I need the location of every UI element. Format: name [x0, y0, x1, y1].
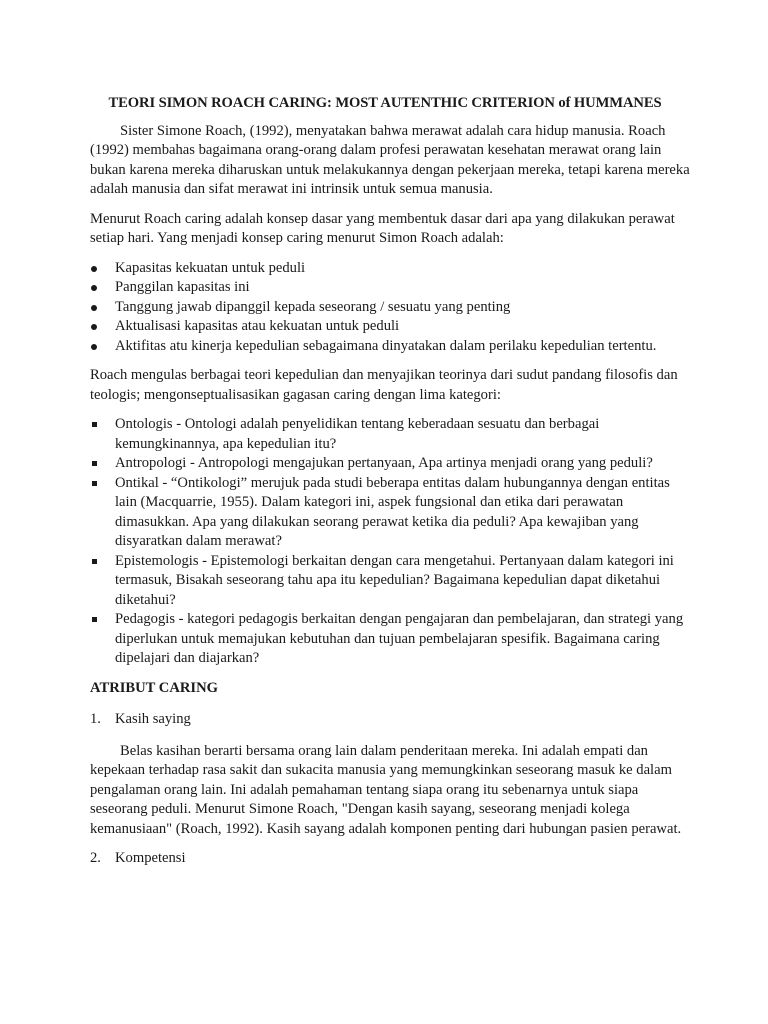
section-heading: ATRIBUT CARING — [90, 679, 218, 696]
concept-list-item — [90, 278, 690, 298]
numbered-item-2 — [90, 849, 690, 869]
category-text: Ontikal - “Ontikologi” merujuk pada studi beberapa entitas dalam hubungannya dengan entitas lain (Macquarrie, 1955). Dalam kategori ini, aspek fungsional dan etika dari perawatan dimasukkan. Apa yang dilakukan seorang perawat ketika dia peduli? Apa kewajiban yang disyaratkan dalam merawat? — [115, 474, 670, 549]
category-list-item — [90, 474, 690, 552]
category-list-item — [90, 415, 690, 454]
intro-paragraph: Sister Simone Roach, (1992), menyatakan bahwa merawat adalah cara hidup manusia. Roach (1992) membahas bagaimana orang-orang dalam profesi perawatan kesehatan merawat orang lain bukan karena mereka diharuskan untuk melakukannya dengan pekerjaan mereka, tetapi karena mereka adalah manusia dan sifat merawat ini intrinsik untuk semua manusia. — [90, 122, 690, 197]
concept-list-item — [90, 317, 690, 337]
concept-list-item — [90, 259, 690, 279]
item-number: 1. — [90, 711, 101, 727]
category-text: Antropologi - Antropologi mengajukan pertanyaan, Apa artinya menjadi orang yang peduli? — [115, 455, 653, 471]
item-number: 2. — [90, 850, 101, 866]
category-list-item — [90, 454, 690, 474]
category-list — [90, 415, 690, 669]
category-text: Pedagogis - kategori pedagogis berkaitan dengan pengajaran dan pembelajaran, dan strategi yang diperlukan untuk memajukan kebutuhan dan tujuan pembelajaran spesifik. Bagaimana caring dipelajari dan diajarkan? — [115, 611, 684, 666]
concept-intro-paragraph: Menurut Roach caring adalah konsep dasar yang membentuk dasar dari apa yang dilakukan perawat setiap hari. Yang menjadi konsep caring menurut Simon Roach adalah: — [90, 210, 675, 246]
compassion-paragraph: Belas kasihan berarti bersama orang lain dalam penderitaan mereka. Ini adalah empati dan kepekaan terhadap rasa sakit dan sukacita manusia yang memungkinkan seseorang masuk ke dalam pengalaman orang lain. Ini adalah pemahaman tentang siapa orang itu sebenarnya untuk siapa seseorang peduli. Menurut Simone Roach, "Dengan kasih sayang, seseorang menjadi kolega kemanusiaan" (Roach, 1992). Kasih sayang adalah komponen penting dari hubungan pasien perawat. — [90, 742, 682, 837]
concept-list-item — [90, 298, 690, 318]
concept-list — [90, 259, 690, 357]
document-title: TEORI SIMON ROACH CARING: MOST AUTENTHIC CRITERION of HUMMANES — [108, 95, 662, 111]
category-list-item — [90, 552, 690, 611]
concept-text: Aktifitas atu kinerja kepedulian sebagaimana dinyatakan dalam perilaku kepedulian tertentu. — [115, 337, 657, 354]
item-label: Kompetensi — [115, 850, 186, 866]
concept-text: Panggilan kapasitas ini — [115, 279, 250, 295]
item-label: Kasih saying — [115, 711, 191, 727]
category-list-item — [90, 610, 690, 669]
concept-text: Aktualisasi kapasitas atau kekuatan untuk peduli — [115, 318, 400, 334]
categories-intro-paragraph: Roach mengulas berbagai teori kepedulian dan menyajikan teorinya dari sudut pandang filosofis dan teologis; mengonseptualisasikan gagasan caring dengan lima kategori: — [90, 367, 678, 403]
category-text: Ontologis - Ontologi adalah penyelidikan tentang keberadaan sesuatu dan berbagai kemungkinannya, apa kepedulian itu? — [115, 416, 600, 452]
concept-text: Tanggung jawab dipanggil kepada seseorang / sesuatu yang penting — [115, 298, 511, 315]
document-content — [90, 94, 690, 869]
numbered-item-1 — [90, 710, 690, 730]
category-text: Epistemologis - Epistemologi berkaitan dengan cara mengetahui. Pertanyaan dalam kategori ini termasuk, Bisakah seseorang tahu apa itu kepedulian? Bagaimana kepedulian dapat diketahui diketahui? — [115, 552, 674, 608]
concept-list-item — [90, 337, 690, 357]
concept-text: Kapasitas kekuatan untuk peduli — [115, 259, 306, 276]
